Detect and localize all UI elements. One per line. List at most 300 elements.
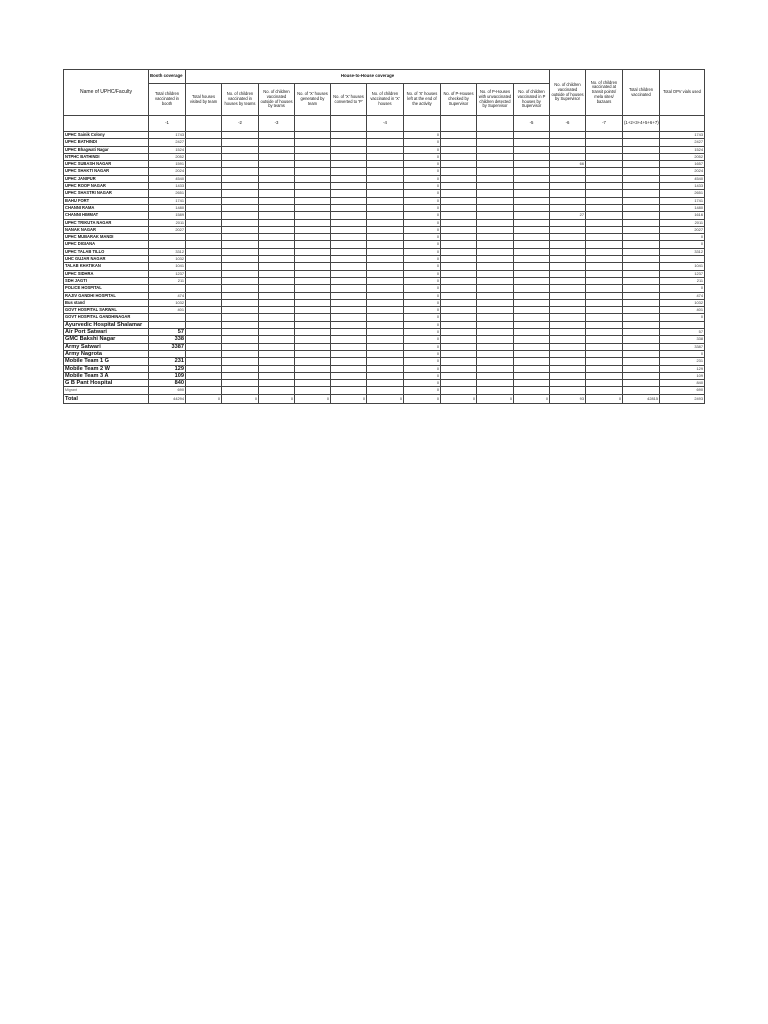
table-cell bbox=[441, 270, 477, 277]
table-cell bbox=[441, 263, 477, 270]
table-row bbox=[64, 343, 705, 350]
table-cell bbox=[514, 219, 550, 226]
table-cell bbox=[550, 241, 586, 248]
table-cell bbox=[586, 212, 623, 219]
row-name: TALAB KHATIKAN bbox=[64, 263, 149, 270]
table-cell bbox=[623, 336, 660, 343]
table-cell: 0 bbox=[404, 365, 441, 372]
table-cell bbox=[441, 161, 477, 168]
total-cell: 2493 bbox=[660, 394, 705, 403]
table-row bbox=[64, 270, 705, 277]
row-name: Army Nagrota bbox=[64, 350, 149, 357]
table-cell bbox=[623, 139, 660, 146]
table-cell bbox=[550, 226, 586, 233]
table-cell bbox=[514, 146, 550, 153]
table-cell bbox=[550, 153, 586, 160]
table-cell bbox=[367, 168, 404, 175]
table-cell bbox=[259, 153, 295, 160]
table-cell bbox=[331, 256, 367, 263]
table-cell bbox=[514, 204, 550, 211]
header-col-3: No. of children vaccinated in houses by teams bbox=[222, 84, 259, 116]
table-cell bbox=[331, 270, 367, 277]
table-cell bbox=[514, 277, 550, 284]
table-row bbox=[64, 183, 705, 190]
table-cell bbox=[222, 248, 259, 255]
table-cell bbox=[586, 256, 623, 263]
table-cell: 0 bbox=[404, 350, 441, 357]
table-cell bbox=[186, 292, 222, 299]
header-col-5: No. of 'X' houses generated by team bbox=[295, 84, 331, 116]
table-cell bbox=[222, 161, 259, 168]
table-cell bbox=[186, 285, 222, 292]
table-row bbox=[64, 350, 705, 357]
table-cell bbox=[186, 358, 222, 365]
table-cell bbox=[586, 285, 623, 292]
table-cell bbox=[441, 343, 477, 350]
table-cell bbox=[367, 212, 404, 219]
table-cell bbox=[550, 168, 586, 175]
table-cell bbox=[477, 183, 514, 190]
table-cell bbox=[550, 175, 586, 182]
table-cell bbox=[477, 168, 514, 175]
table-cell bbox=[186, 183, 222, 190]
table-cell bbox=[259, 190, 295, 197]
table-row bbox=[64, 146, 705, 153]
table-cell: 1041 bbox=[660, 263, 705, 270]
table-cell bbox=[623, 277, 660, 284]
colnum-10 bbox=[477, 116, 514, 132]
table-cell: 0 bbox=[404, 168, 441, 175]
table-cell: 1743 bbox=[149, 132, 186, 139]
table-cell bbox=[295, 226, 331, 233]
table-cell bbox=[586, 292, 623, 299]
table-cell bbox=[367, 270, 404, 277]
table-cell bbox=[222, 219, 259, 226]
table-cell bbox=[550, 365, 586, 372]
table-cell: 0 bbox=[404, 241, 441, 248]
table-cell: 0 bbox=[404, 153, 441, 160]
row-name: CHANNI RAMA bbox=[64, 204, 149, 211]
table-cell bbox=[586, 241, 623, 248]
table-cell bbox=[259, 161, 295, 168]
table-cell bbox=[623, 358, 660, 365]
table-cell bbox=[367, 234, 404, 241]
total-cell: 0 bbox=[477, 394, 514, 403]
table-cell bbox=[259, 132, 295, 139]
table-cell bbox=[367, 387, 404, 394]
table-cell bbox=[514, 139, 550, 146]
table-cell: 2011 bbox=[660, 219, 705, 226]
total-cell: 42815 bbox=[623, 394, 660, 403]
table-cell bbox=[259, 197, 295, 204]
table-cell bbox=[222, 387, 259, 394]
table-cell bbox=[295, 204, 331, 211]
table-cell: 0 bbox=[404, 226, 441, 233]
table-cell: 474 bbox=[660, 292, 705, 299]
table-cell bbox=[586, 153, 623, 160]
table-cell bbox=[586, 277, 623, 284]
table-cell bbox=[550, 343, 586, 350]
table-cell bbox=[331, 387, 367, 394]
table-cell bbox=[441, 190, 477, 197]
table-cell bbox=[222, 358, 259, 365]
table-cell bbox=[295, 321, 331, 328]
table-cell bbox=[367, 372, 404, 379]
table-row bbox=[64, 336, 705, 343]
table-cell: 690 bbox=[149, 387, 186, 394]
table-cell bbox=[477, 132, 514, 139]
table-cell bbox=[441, 292, 477, 299]
table-cell bbox=[550, 372, 586, 379]
table-cell: 1433 bbox=[149, 183, 186, 190]
table-cell bbox=[514, 321, 550, 328]
table-cell bbox=[550, 321, 586, 328]
table-cell: 3312 bbox=[149, 248, 186, 255]
table-cell: 2027 bbox=[149, 226, 186, 233]
table-cell bbox=[477, 387, 514, 394]
table-cell bbox=[295, 307, 331, 314]
table-cell bbox=[550, 190, 586, 197]
table-cell bbox=[477, 234, 514, 241]
table-cell bbox=[514, 292, 550, 299]
table-cell bbox=[550, 329, 586, 336]
table-cell bbox=[514, 270, 550, 277]
table-cell: 401 bbox=[660, 307, 705, 314]
row-name: POLICE HOSPITAL bbox=[64, 285, 149, 292]
table-cell bbox=[295, 168, 331, 175]
table-cell: 1041 bbox=[149, 263, 186, 270]
table-cell bbox=[477, 161, 514, 168]
table-cell bbox=[295, 343, 331, 350]
table-cell bbox=[222, 204, 259, 211]
table-cell bbox=[331, 146, 367, 153]
table-cell bbox=[186, 132, 222, 139]
table-cell bbox=[295, 161, 331, 168]
table-cell: 1741 bbox=[149, 197, 186, 204]
table-cell: 0 bbox=[404, 263, 441, 270]
colnum-7: -4 bbox=[367, 116, 404, 132]
table-cell bbox=[259, 285, 295, 292]
table-cell: 1524 bbox=[149, 146, 186, 153]
table-cell bbox=[367, 248, 404, 255]
table-row bbox=[64, 329, 705, 336]
table-cell bbox=[259, 372, 295, 379]
table-cell bbox=[222, 365, 259, 372]
table-cell bbox=[586, 175, 623, 182]
table-cell bbox=[222, 372, 259, 379]
table-cell: 1032 bbox=[660, 299, 705, 306]
table-cell: 0 bbox=[404, 292, 441, 299]
table-row bbox=[64, 204, 705, 211]
table-cell: 0 bbox=[404, 343, 441, 350]
table-cell bbox=[514, 256, 550, 263]
table-cell bbox=[186, 219, 222, 226]
table-cell bbox=[586, 226, 623, 233]
table-cell bbox=[186, 321, 222, 328]
table-cell bbox=[259, 277, 295, 284]
table-cell bbox=[222, 190, 259, 197]
table-cell bbox=[514, 329, 550, 336]
table-cell: 3387 bbox=[660, 343, 705, 350]
table-cell bbox=[259, 350, 295, 357]
table-cell bbox=[259, 321, 295, 328]
table-row bbox=[64, 241, 705, 248]
colnum-2 bbox=[186, 116, 222, 132]
total-cell: 0 bbox=[367, 394, 404, 403]
table-cell: 0 bbox=[404, 270, 441, 277]
table-cell: 0 bbox=[404, 336, 441, 343]
table-cell bbox=[623, 263, 660, 270]
table-cell bbox=[477, 358, 514, 365]
table-cell bbox=[441, 285, 477, 292]
table-cell bbox=[295, 263, 331, 270]
table-cell bbox=[295, 387, 331, 394]
table-cell bbox=[514, 226, 550, 233]
table-cell bbox=[623, 168, 660, 175]
table-row bbox=[64, 219, 705, 226]
table-cell bbox=[623, 146, 660, 153]
colnum-blank bbox=[64, 116, 149, 132]
table-cell bbox=[586, 168, 623, 175]
row-name: Bus stand bbox=[64, 299, 149, 306]
table-cell bbox=[186, 263, 222, 270]
table-cell bbox=[367, 343, 404, 350]
table-cell bbox=[259, 358, 295, 365]
table-row bbox=[64, 263, 705, 270]
table-cell: 1589 bbox=[149, 212, 186, 219]
table-cell bbox=[367, 380, 404, 387]
table-cell bbox=[514, 314, 550, 321]
table-cell bbox=[550, 256, 586, 263]
table-row bbox=[64, 358, 705, 365]
table-cell bbox=[367, 146, 404, 153]
table-cell bbox=[514, 365, 550, 372]
table-cell bbox=[586, 204, 623, 211]
header-h2h-group: House-to-House coverage bbox=[186, 70, 550, 84]
table-cell bbox=[550, 292, 586, 299]
table-cell bbox=[259, 307, 295, 314]
table-cell bbox=[623, 387, 660, 394]
table-cell: 0 bbox=[404, 248, 441, 255]
table-cell bbox=[550, 299, 586, 306]
table-cell bbox=[550, 358, 586, 365]
table-row bbox=[64, 277, 705, 284]
colnum-3: -2 bbox=[222, 116, 259, 132]
table-cell bbox=[331, 153, 367, 160]
table-cell bbox=[514, 197, 550, 204]
table-cell bbox=[186, 299, 222, 306]
table-cell bbox=[441, 197, 477, 204]
table-cell: 2427 bbox=[149, 139, 186, 146]
table-cell bbox=[441, 146, 477, 153]
table-cell: 1032 bbox=[149, 299, 186, 306]
table-cell bbox=[623, 380, 660, 387]
header-col-6: No. of 'X' houses converted to 'P' bbox=[331, 84, 367, 116]
row-name: UPHC TALAB TILLO bbox=[64, 248, 149, 255]
table-cell bbox=[477, 350, 514, 357]
row-name: Mobile Team 1 G bbox=[64, 358, 149, 365]
table-cell bbox=[441, 358, 477, 365]
table-cell bbox=[222, 277, 259, 284]
row-name: UPHC JANIPUR bbox=[64, 175, 149, 182]
table-cell bbox=[477, 219, 514, 226]
table-cell bbox=[441, 329, 477, 336]
row-name: UPHC SIDHRA bbox=[64, 270, 149, 277]
table-cell bbox=[259, 314, 295, 321]
table-row bbox=[64, 248, 705, 255]
table-cell bbox=[477, 299, 514, 306]
header-col-2: Total houses visited by team bbox=[186, 84, 222, 116]
table-cell bbox=[514, 234, 550, 241]
table-row bbox=[64, 321, 705, 328]
table-cell bbox=[331, 365, 367, 372]
table-cell bbox=[149, 314, 186, 321]
table-cell bbox=[441, 175, 477, 182]
table-cell bbox=[331, 358, 367, 365]
table-cell bbox=[367, 219, 404, 226]
table-cell: 231 bbox=[660, 358, 705, 365]
table-cell bbox=[295, 365, 331, 372]
table-cell bbox=[331, 263, 367, 270]
table-cell bbox=[222, 132, 259, 139]
table-cell bbox=[550, 183, 586, 190]
table-cell: 0 bbox=[404, 197, 441, 204]
table-cell bbox=[367, 153, 404, 160]
table-cell bbox=[477, 241, 514, 248]
table-cell bbox=[514, 380, 550, 387]
table-cell bbox=[367, 292, 404, 299]
table-cell bbox=[477, 153, 514, 160]
table-cell bbox=[514, 285, 550, 292]
table-cell: 129 bbox=[149, 365, 186, 372]
table-cell bbox=[367, 263, 404, 270]
table-cell bbox=[623, 183, 660, 190]
header-col-4: No. of children vaccinated outside of houses by teams bbox=[259, 84, 295, 116]
table-cell: 0 bbox=[404, 277, 441, 284]
row-name: UPHC BATHINDI bbox=[64, 139, 149, 146]
table-cell: 338 bbox=[149, 336, 186, 343]
table-cell: 4540 bbox=[149, 175, 186, 182]
table-cell bbox=[586, 329, 623, 336]
table-row bbox=[64, 190, 705, 197]
table-cell bbox=[514, 387, 550, 394]
row-name: UPHC SHASTRI NAGAR bbox=[64, 190, 149, 197]
table-cell bbox=[259, 292, 295, 299]
table-cell bbox=[259, 241, 295, 248]
table-cell bbox=[149, 234, 186, 241]
table-cell bbox=[441, 365, 477, 372]
table-cell bbox=[514, 336, 550, 343]
table-cell bbox=[586, 132, 623, 139]
table-cell bbox=[186, 380, 222, 387]
table-cell bbox=[660, 256, 705, 263]
table-cell bbox=[550, 204, 586, 211]
header-col-15: Total OPV vials used bbox=[660, 70, 705, 116]
table-cell: 0 bbox=[404, 139, 441, 146]
table-cell: 1237 bbox=[149, 270, 186, 277]
vaccination-report-sheet bbox=[63, 69, 704, 404]
table-cell bbox=[331, 212, 367, 219]
table-cell bbox=[149, 321, 186, 328]
table-cell bbox=[477, 175, 514, 182]
table-cell bbox=[586, 358, 623, 365]
table-cell bbox=[477, 321, 514, 328]
table-cell bbox=[295, 277, 331, 284]
row-name: G B Pant Hospital bbox=[64, 380, 149, 387]
table-cell bbox=[477, 343, 514, 350]
table-cell bbox=[186, 139, 222, 146]
table-cell bbox=[623, 372, 660, 379]
table-cell bbox=[259, 343, 295, 350]
table-cell bbox=[586, 343, 623, 350]
table-cell bbox=[295, 146, 331, 153]
table-cell bbox=[550, 277, 586, 284]
table-cell bbox=[149, 285, 186, 292]
header-col-14: Total children vaccinated bbox=[623, 70, 660, 116]
table-cell: 0 bbox=[404, 146, 441, 153]
table-cell: 0 bbox=[660, 234, 705, 241]
colnum-1: -1 bbox=[149, 116, 186, 132]
table-cell bbox=[367, 241, 404, 248]
table-cell bbox=[367, 336, 404, 343]
table-cell: 1591 bbox=[149, 161, 186, 168]
table-cell bbox=[186, 146, 222, 153]
table-cell bbox=[441, 132, 477, 139]
colnum-13: -7 bbox=[586, 116, 623, 132]
colnum-6 bbox=[331, 116, 367, 132]
table-cell bbox=[186, 336, 222, 343]
table-cell bbox=[514, 307, 550, 314]
table-cell: 109 bbox=[660, 372, 705, 379]
table-cell bbox=[331, 343, 367, 350]
table-cell bbox=[222, 146, 259, 153]
table-cell bbox=[295, 175, 331, 182]
table-cell bbox=[331, 329, 367, 336]
table-cell bbox=[331, 350, 367, 357]
table-cell: 211 bbox=[149, 277, 186, 284]
table-cell bbox=[222, 197, 259, 204]
table-cell bbox=[331, 197, 367, 204]
table-cell: 57 bbox=[660, 329, 705, 336]
table-cell bbox=[331, 183, 367, 190]
table-cell bbox=[186, 241, 222, 248]
table-cell: 0 bbox=[404, 380, 441, 387]
total-cell: 0 bbox=[586, 394, 623, 403]
row-name: NANAK NAGAR bbox=[64, 226, 149, 233]
table-cell bbox=[222, 343, 259, 350]
table-cell bbox=[623, 365, 660, 372]
table-cell bbox=[550, 270, 586, 277]
table-cell bbox=[186, 343, 222, 350]
table-cell bbox=[186, 175, 222, 182]
total-cell: 0 bbox=[441, 394, 477, 403]
table-cell bbox=[186, 204, 222, 211]
table-cell bbox=[550, 132, 586, 139]
table-cell bbox=[441, 168, 477, 175]
table-cell: 211 bbox=[660, 277, 705, 284]
table-cell bbox=[441, 219, 477, 226]
table-cell bbox=[331, 336, 367, 343]
table-cell bbox=[586, 161, 623, 168]
table-cell bbox=[514, 161, 550, 168]
table-cell bbox=[295, 336, 331, 343]
table-cell bbox=[550, 197, 586, 204]
table-cell bbox=[623, 197, 660, 204]
table-cell bbox=[259, 234, 295, 241]
total-cell: 0 bbox=[404, 394, 441, 403]
table-cell bbox=[295, 183, 331, 190]
table-cell bbox=[222, 183, 259, 190]
